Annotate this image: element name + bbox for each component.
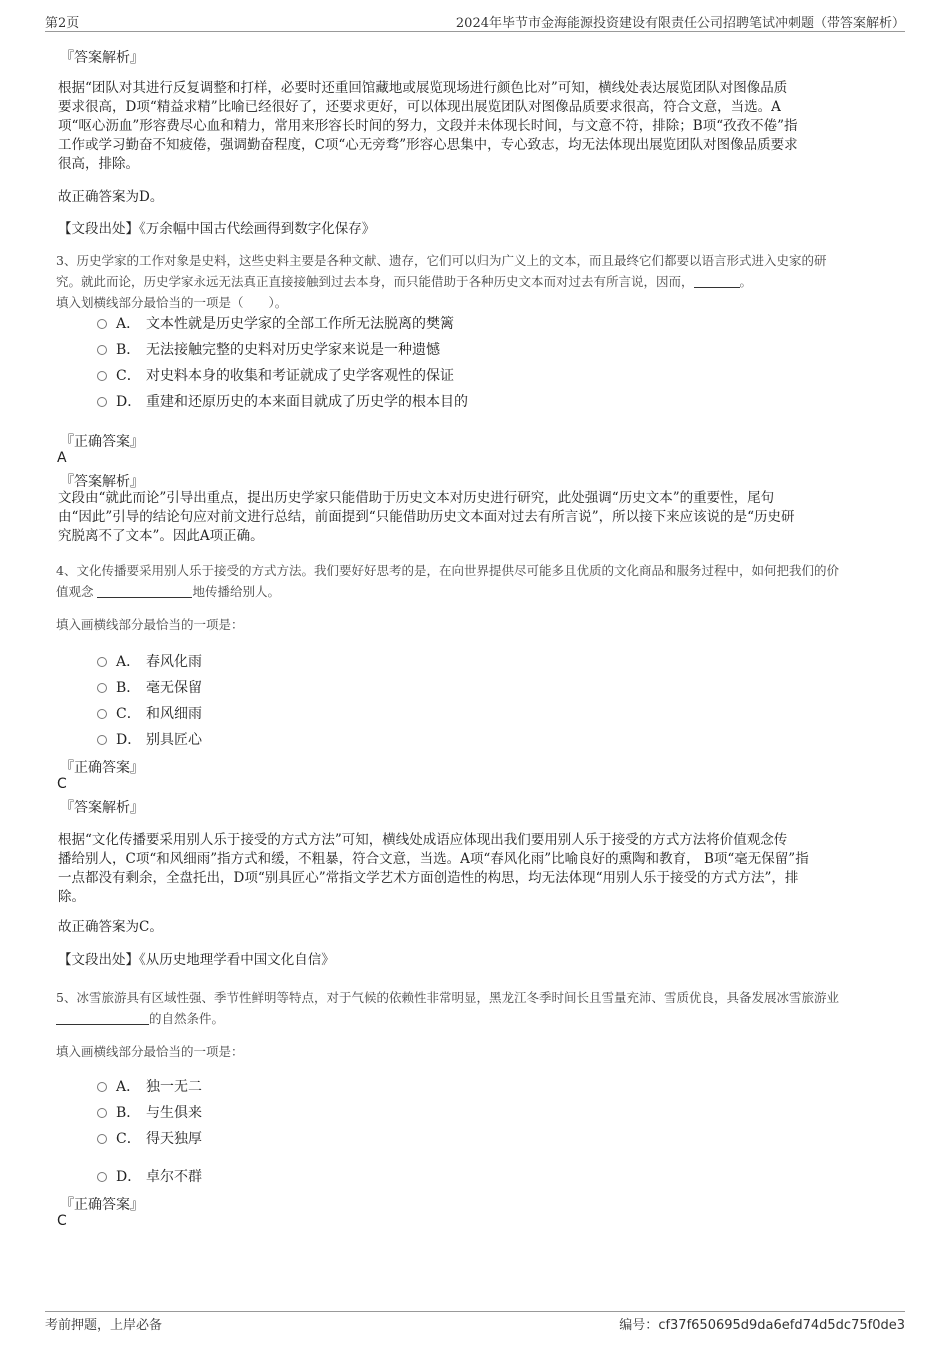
document-title: 2024年毕节市金海能源投资建设有限责任公司招聘笔试冲刺题（带答案解析）	[455, 16, 905, 31]
radio-icon	[97, 345, 107, 355]
q4-prompt: 填入画横线部分最恰当的一项是：	[56, 617, 244, 632]
q4-option-a[interactable]: A． 春风化雨	[97, 651, 202, 671]
q5-option-c[interactable]: C． 得天独厚	[97, 1128, 202, 1148]
q3-stem: 3、历史学家的工作对象是史料，这些史料主要是各种文献、遗存，它们可以归为广义上的文本，而且最终它们都要以语言形式进入史家的研 究。就此而论，历史学家永远无法真正直接接触到过去本身，而只能借助于各种历史文本而对过去有所言说，因而， 。 填入划横线部分最恰当的一项是（ ）。	[56, 253, 827, 310]
q4-correct-label: 『正确答案』	[60, 760, 144, 776]
q4-answer: C	[57, 776, 67, 792]
q5-option-a[interactable]: A． 独一无二	[97, 1076, 202, 1096]
q2-conclusion: 故正确答案为D。	[58, 189, 164, 205]
q3-option-a[interactable]: A． 文本性就是历史学家的全部工作所无法脱离的樊篱	[97, 313, 454, 333]
q3-option-d[interactable]: D． 重建和还原历史的本来面目就成了历史学的根本目的	[97, 391, 468, 411]
header-rule	[45, 31, 905, 32]
q4-source: 【文段出处】《从历史地理学看中国文化自信》	[58, 952, 335, 968]
q5-stem: 5、冰雪旅游具有区域性强、季节性鲜明等特点，对于气候的依赖性非常明显，黑龙江冬季时间长且雪量充沛、雪质优良，具备发展冰雪旅游业 的自然条件。	[56, 990, 839, 1026]
q4-analysis: 根据“文化传播要采用别人乐于接受的方式方法”可知，横线处成语应体现出我们要用别人乐于接受的方式方法将价值观念传 播给别人，C项“和风细雨”指方式和缓，不粗暴，符合文意，当选。A项“春风化雨”比喻良好的熏陶和教育， B项“毫无保留”指 一点都没有剩余，全盘托出，D项“别具匠心”常指文学艺术方面创造性的构思，均无法体现“用别人乐于接受的方式方法”，排 除。	[58, 832, 809, 905]
radio-icon	[97, 709, 107, 719]
q4-option-b[interactable]: B． 毫无保留	[97, 677, 202, 697]
radio-icon	[97, 657, 107, 667]
radio-icon	[97, 1108, 107, 1118]
q4-conclusion: 故正确答案为C。	[58, 919, 163, 935]
q5-prompt: 填入画横线部分最恰当的一项是：	[56, 1044, 244, 1059]
footer-rule	[45, 1311, 905, 1312]
radio-icon	[97, 319, 107, 329]
q2-analysis: 根据“团队对其进行反复调整和打样，必要时还重回馆藏地或展览现场进行颜色比对”可知，横线处表达展览团队对图像品质 要求很高，D项“精益求精”比喻已经很好了，还要求更好，可以体现出展览团队对图像品质要求很高，符合文意，当选。A 项“呕心沥血”形容费尽心血和精力，常用来形容长时间的努力，文段并未体现长时间，与文意不符，排除；B项“孜孜不倦”指 工作或学习勤奋不知疲倦，强调勤奋程度，C项“心无旁骛”形容心思集中，专心致志，均无法体现出展览团队对图像品质要求 很高，排除。	[58, 80, 798, 172]
q3-analysis-label: 『答案解析』	[60, 474, 144, 490]
q3-blank	[694, 274, 740, 288]
q3-option-c[interactable]: C． 对史料本身的收集和考证就成了史学客观性的保证	[97, 365, 454, 385]
q3-answer: A	[57, 450, 67, 466]
q5-correct-label: 『正确答案』	[60, 1197, 144, 1213]
q3-correct-label: 『正确答案』	[60, 434, 144, 450]
q4-analysis-label: 『答案解析』	[60, 800, 144, 816]
radio-icon	[97, 735, 107, 745]
q5-blank	[56, 1011, 149, 1025]
q4-option-d[interactable]: D． 别具匠心	[97, 729, 202, 749]
q4-blank	[97, 584, 192, 598]
q5-answer: C	[57, 1213, 67, 1229]
q3-analysis: 文段由“就此而论”引导出重点，提出历史学家只能借助于历史文本对历史进行研究，此处强调“历史文本”的重要性，尾句 由“因此”引导的结论句应对前文进行总结，前面提到“只能借助历史文本面对过去有所言说”，所以接下来应该说的是“历史研 究脱离不了文本”。因此A项正确。	[58, 490, 795, 544]
q4-option-c[interactable]: C． 和风细雨	[97, 703, 202, 723]
q3-option-b[interactable]: B． 无法接触完整的史料对历史学家来说是一种遗憾	[97, 339, 440, 359]
q5-option-d[interactable]: D． 卓尔不群	[97, 1166, 202, 1186]
q2-source: 【文段出处】《万余幅中国古代绘画得到数字化保存》	[58, 221, 376, 237]
footer-slogan: 考前押题，上岸必备	[45, 1318, 163, 1333]
radio-icon	[97, 1134, 107, 1144]
radio-icon	[97, 371, 107, 381]
radio-icon	[97, 397, 107, 407]
q2-analysis-label: 『答案解析』	[60, 50, 144, 66]
footer-code: 编号：cf37f650695d9da6efd74d5dc75f0de3	[619, 1318, 905, 1333]
page-number: 第2页	[45, 16, 80, 31]
radio-icon	[97, 683, 107, 693]
q5-option-b[interactable]: B． 与生俱来	[97, 1102, 202, 1122]
q4-stem: 4、文化传播要采用别人乐于接受的方式方法。我们要好好思考的是，在向世界提供尽可能多且优质的文化商品和服务过程中，如何把我们的价 值观念 地传播给别人。	[56, 563, 839, 599]
radio-icon	[97, 1172, 107, 1182]
radio-icon	[97, 1082, 107, 1092]
